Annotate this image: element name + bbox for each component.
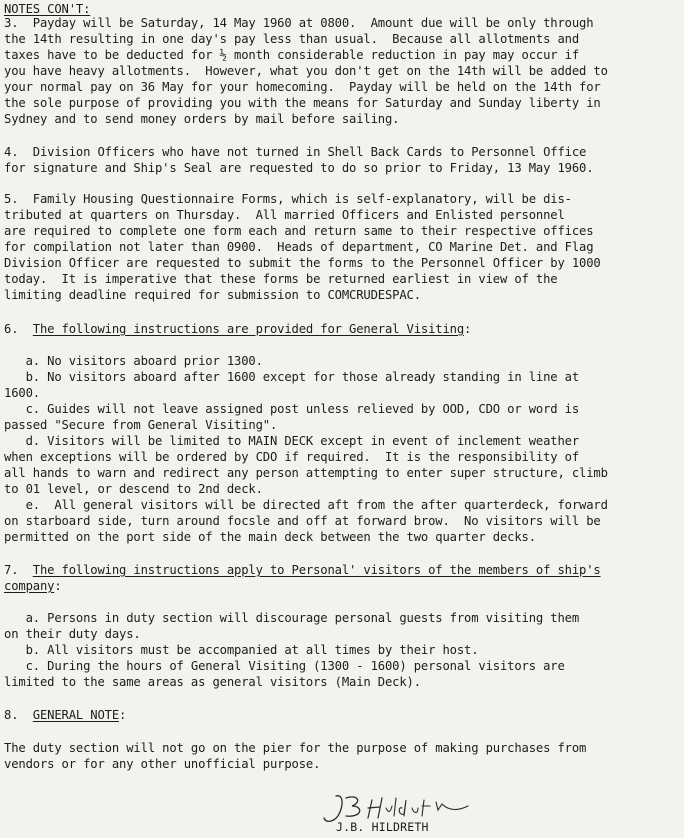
section-number: 8. [4, 708, 19, 722]
list-item: b. All visitors must be accompanied at all times by their host. [4, 643, 479, 657]
list-item: c. During the hours of General Visiting (1300 - 1600) personal visitors are [4, 659, 565, 673]
list-item: c. Guides will not leave assigned post unless relieved by OOD, CDO or word is [4, 402, 579, 416]
paragraph-line: limiting deadline required for submission to COMCRUDESPAC. [4, 288, 421, 302]
section-heading [4, 708, 126, 723]
section-colon: : [464, 322, 472, 336]
list-item: d. Visitors will be limited to MAIN DECK except in event of inclement weather [4, 434, 579, 448]
paragraph-line: taxes have to be deducted for ½ month considerable reduction in pay may occur if [4, 48, 579, 62]
list-item: on their duty days. [4, 627, 141, 641]
paragraph-line: Division Officer are requested to submit the forms to the Personnel Officer by 1000 [4, 256, 601, 270]
list-item: passed "Secure from General Visiting". [4, 418, 278, 432]
list-item: a. No visitors aboard prior 1300. [4, 354, 263, 368]
paragraph-line: today. It is imperative that these forms be returned earliest in view of the [4, 272, 558, 286]
section-colon: : [54, 579, 62, 593]
paragraph-line: The duty section will not go on the pier for the purpose of making purchases from [4, 741, 587, 755]
section-title: GENERAL NOTE [32, 708, 119, 722]
paragraph-line: 5. Family Housing Questionnaire Forms, which is self-explanatory, will be dis- [4, 192, 572, 206]
paragraph-line: tributed at quarters on Thursday. All married Officers and Enlisted personnel [4, 208, 565, 222]
list-item: on starboard side, turn around focsle and off at forward brow. No visitors will be [4, 514, 601, 528]
list-item: all hands to warn and redirect any person attempting to enter super structure, climb [4, 466, 608, 480]
paragraph-line: your normal pay on 36 May for your homecoming. Payday will be held on the 14th for [4, 80, 601, 94]
section-number: 6. [4, 322, 19, 336]
paragraph-line: Sydney and to send money orders by mail before sailing. [4, 112, 400, 126]
section-title: The following instructions apply to Personal' visitors of the members of ship's [32, 563, 601, 577]
paragraph-line: the 14th resulting in one day's pay less than usual. Because all allotments and [4, 32, 579, 46]
list-item: a. Persons in duty section will discourage personal guests from visiting them [4, 611, 579, 625]
paragraph-line: 3. Payday will be Saturday, 14 May 1960 at 0800. Amount due will be only through [4, 16, 594, 30]
paragraph-line: 4. Division Officers who have not turned in Shell Back Cards to Personnel Office [4, 145, 587, 159]
paragraph-line: for compilation not later than 0900. Heads of department, CO Marine Det. and Flag [4, 240, 594, 254]
signature-name: J.B. HILDRETH [336, 820, 429, 834]
list-item: when exceptions will be ordered by CDO if required. It is the responsibility of [4, 450, 579, 464]
list-item: limited to the same areas as general visitors (Main Deck). [4, 675, 421, 689]
section-title-cont: company [4, 579, 55, 593]
paragraph-line: are required to complete one form each and return same to their respective offices [4, 224, 594, 238]
paragraph-line: for signature and Ship's Seal are requested to do so prior to Friday, 13 May 1960. [4, 161, 594, 175]
list-item: to 01 level, or descend to 2nd deck. [4, 482, 263, 496]
paragraph-line: you have heavy allotments. However, what you don't get on the 14th will be added to [4, 64, 608, 78]
section-heading [4, 563, 601, 578]
section-number: 7. [4, 563, 19, 577]
page-header: NOTES CON'T: [4, 2, 91, 16]
section-heading-cont [4, 579, 62, 594]
list-item: b. No visitors aboard after 1600 except for those already standing in line at [4, 370, 579, 384]
section-heading [4, 322, 471, 337]
list-item: 1600. [4, 386, 40, 400]
section-title: The following instructions are provided for General Visiting [32, 322, 464, 336]
list-item: permitted on the port side of the main deck between the two quarter decks. [4, 530, 536, 544]
section-colon: : [119, 708, 127, 722]
paragraph-line: the sole purpose of providing you with the means for Saturday and Sunday liberty in [4, 96, 601, 110]
list-item: e. All general visitors will be directed aft from the after quarterdeck, forward [4, 498, 608, 512]
paragraph-line: vendors or for any other unofficial purpose. [4, 757, 321, 771]
